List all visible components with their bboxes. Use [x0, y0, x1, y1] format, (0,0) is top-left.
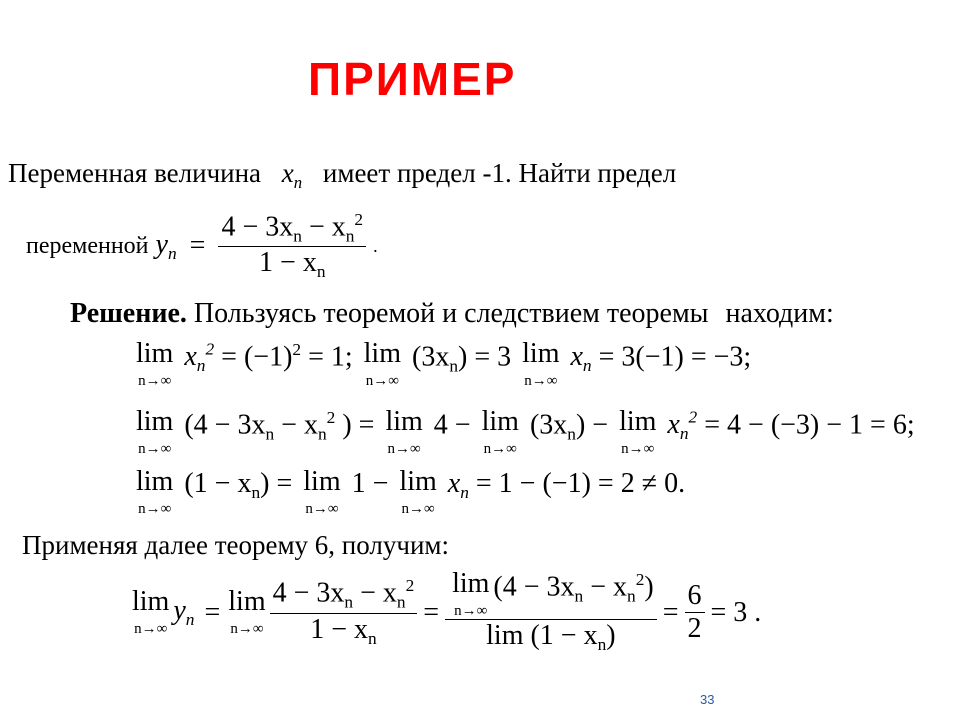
solution-text: Пользуясь теоремой и следствием теоремы [193, 298, 709, 329]
limit-step-2: lim n→∞ ($4 - 3x_n - x_n^2$ ) = lim n→∞ 4 − lim n→∞ $(3x_n)$ − lim n→∞ $x_n^2 = 4 - (-3) - 1 = 6$; [136, 406, 915, 457]
y-fraction-numerator: $4 - 3x_n - x_n^2$ [218, 210, 366, 247]
problem-statement [8, 158, 676, 193]
solution-heading [70, 298, 834, 330]
slide-title: ПРИМЕР [308, 53, 517, 105]
final-fraction-2: lim n→∞ $(4 - 3x_n - x_n^2)$ $\lim (1 - x_n)$ [445, 570, 657, 655]
y-fraction-denominator: $1 - x_n$ [259, 247, 326, 282]
limit-step-1: lim n→∞ $x_n^2 = (-1)^2 = 1$; lim n→∞ $(3x_n) = 3$ lim n→∞ $x_n = 3(-1) = -3$; [136, 338, 752, 389]
solution-label: Решение. [70, 298, 187, 329]
final-formula: lim n→∞ $y_n$ = lim n→∞ $\frac{4 - 3x_n - x_n^2}{1 - x_n}$ = lim n→∞ $(4 - 3x_n - x_n^2)$ $\lim (1 - x_n)$ = $\frac{6}{2}$ = 3 . [132, 568, 762, 655]
problem-line2-label: переменной [26, 232, 149, 259]
y-fraction [218, 210, 366, 283]
limit-step-3: lim n→∞ $(1 - x_n)$ = lim n→∞ 1 − lim n→∞ $x_n = 1 - (-1) = 2 \ne 0$. [136, 466, 686, 517]
apply-theorem-text: Применяя далее теорему 6, получим: [22, 530, 449, 560]
problem-y-definition [26, 210, 378, 283]
final-fraction-3: $\frac{6}{2}$ [685, 580, 705, 645]
y-variable: $y_n$ [155, 228, 177, 263]
page-number: 33 [700, 692, 715, 707]
problem-text-start: Переменная величина [8, 158, 262, 188]
period: . [373, 235, 378, 256]
solution-text-end: находим: [725, 298, 834, 329]
problem-var-x: $x_n$ [281, 158, 303, 192]
equals-sign: = [189, 230, 206, 262]
final-fraction-1: $\frac{4 - 3x_n - x_n^2}{1 - x_n}$ [270, 576, 418, 649]
problem-text-end: имеет предел -1. Найти предел [322, 158, 677, 188]
